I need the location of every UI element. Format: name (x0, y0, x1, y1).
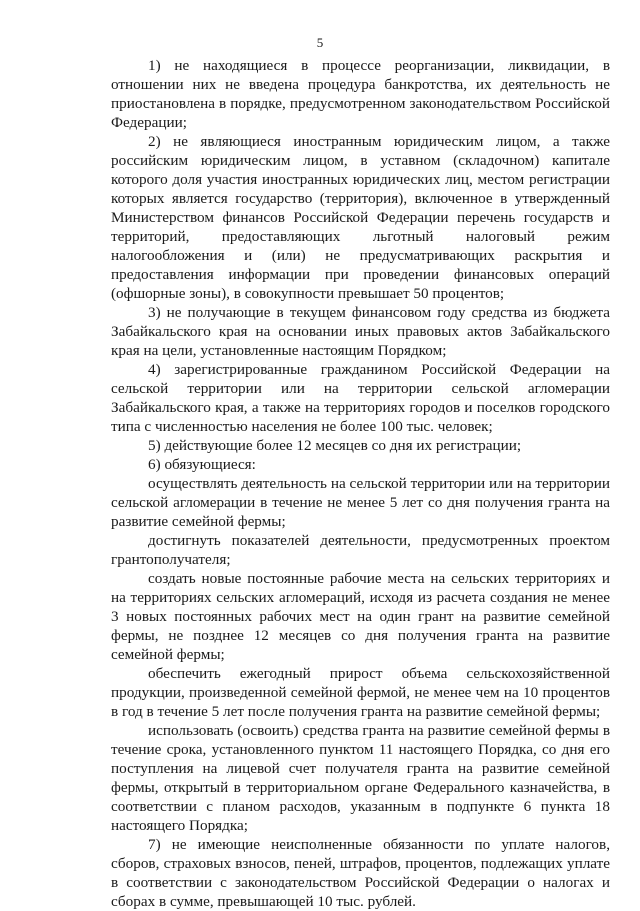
paragraph-item-2: 2) не являющиеся иностранным юридическим лицом, а также российским юридическим лицом, в уставном (складочном) капитале которого доля участия иностранных юридических лиц, местом регистрации которых является государство (территория), включенное в утвержденный Министерством финансов Российской Федерации перечень государств и территорий, предоставляющих льготный налоговый режим налогообложения и (или) не предусматривающих раскрытия и предоставления информации при проведении финансовых операций (офшорные зоны), в совокупности превышает 50 процентов; (111, 133, 610, 302)
paragraph-item-6: 6) обязующиеся: (148, 456, 256, 473)
paragraph-obligation-jobs: создать новые постоянные рабочие места на сельских территориях и на территориях сельских агломераций, исходя из расчета создания не менее 3 новых постоянных рабочих мест на один грант на развитие семейной фермы, не позднее 12 месяцев со дня получения гранта на развитие семейной фермы; (111, 570, 610, 663)
paragraph-item-3: 3) не получающие в текущем финансовом году средства из бюджета Забайкальского края на основании иных правовых актов Забайкальского края на цели, установленные настоящим Порядком; (111, 304, 610, 359)
document-body (111, 56, 610, 911)
paragraph-obligation-funds: использовать (освоить) средства гранта на развитие семейной фермы в течение срока, установленного пунктом 11 настоящего Порядка, со дня его поступления на лицевой счет получателя гранта на развитие семейной фермы, открытый в территориальном органе Федерального казначейства, в соответствии с планом расходов, указанным в подпункте 6 пункта 18 настоящего Порядка; (111, 722, 610, 834)
paragraph-item-1: 1) не находящиеся в процессе реорганизации, ликвидации, в отношении них не введена процедура банкротства, их деятельность не приостановлена в порядке, предусмотренном законодательством Российской Федерации; (111, 57, 610, 131)
paragraph-obligation-indicators: достигнуть показателей деятельности, предусмотренных проектом грантополучателя; (111, 532, 610, 568)
paragraph-item-7: 7) не имеющие неисполненные обязанности по уплате налогов, сборов, страховых взносов, пеней, штрафов, процентов, подлежащих уплате в соответствии с законодательством Российской Федерации о налогах и сборах в сумме, превышающей 10 тыс. рублей. (111, 836, 610, 910)
page-number: 5 (316, 35, 324, 50)
paragraph-obligation-territory: осуществлять деятельность на сельской территории или на территории сельской агломерации в течение не менее 5 лет со дня получения гранта на развитие семейной фермы; (111, 475, 610, 530)
paragraph-item-4: 4) зарегистрированные гражданином Российской Федерации на сельской территории или на территории сельской агломерации Забайкальского края, а также на территориях городов и поселков городского типа с численностью населения не более 100 тыс. человек; (111, 361, 610, 435)
paragraph-obligation-growth: обеспечить ежегодный прирост объема сельскохозяйственной продукции, произведенной семейной фермой, не менее чем на 10 процентов в год в течение 5 лет после получения гранта на развитие семейной фермы; (111, 665, 610, 720)
paragraph-item-5: 5) действующие более 12 месяцев со дня их регистрации; (148, 437, 522, 454)
